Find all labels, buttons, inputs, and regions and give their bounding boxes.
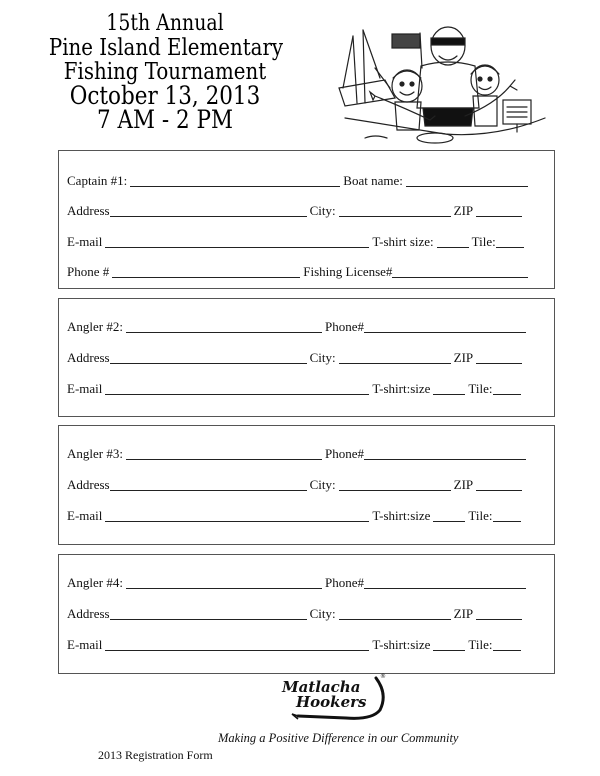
- angler-address-label: Address: [67, 350, 110, 365]
- boat-name-field[interactable]: [406, 174, 528, 187]
- angler-email-label: E-mail: [67, 508, 103, 523]
- angler-tile-label: Tile:: [468, 381, 493, 396]
- captain-tshirt-field[interactable]: [437, 235, 469, 248]
- angler-phone-label: Phone#: [324, 446, 364, 461]
- angler-name-label: Angler #3:: [67, 446, 123, 461]
- captain-row-name: [67, 173, 544, 189]
- angler-3-section: [58, 425, 555, 545]
- angler-zip-field[interactable]: [476, 478, 522, 491]
- angler-email-field[interactable]: [105, 638, 369, 651]
- angler-phone-label: Phone#: [324, 319, 364, 334]
- logo-line-2: Hookers: [296, 693, 367, 711]
- registered-mark: ®: [380, 673, 386, 680]
- angler-city-field[interactable]: [339, 351, 451, 364]
- angler-city-field[interactable]: [339, 607, 451, 620]
- event-title: [30, 12, 300, 132]
- angler-zip-label: ZIP: [453, 477, 474, 492]
- captain-row-address: [67, 203, 544, 219]
- form-footer-label: 2013 Registration Form: [98, 748, 213, 762]
- angler-city-label: City:: [309, 350, 336, 365]
- angler-tshirt-label: T-shirt:size: [372, 381, 431, 396]
- angler-tile-field[interactable]: [493, 382, 521, 395]
- captain-address-field[interactable]: [110, 204, 307, 217]
- angler-zip-label: ZIP: [453, 606, 474, 621]
- angler-tile-field[interactable]: [493, 638, 521, 651]
- angler-name-field[interactable]: [126, 576, 322, 589]
- title-line-event: Fishing Tournament: [63, 59, 267, 85]
- angler-tile-field[interactable]: [493, 509, 521, 522]
- captain-zip-label: ZIP: [453, 203, 474, 218]
- angler-name-field[interactable]: [126, 447, 322, 460]
- tagline: Making a Positive Difference in our Community: [218, 731, 459, 745]
- angler-email-label: E-mail: [67, 381, 103, 396]
- captain-name-label: Captain #1:: [67, 173, 128, 188]
- fishing-license-label: Fishing License#: [303, 264, 393, 279]
- captain-section: [58, 150, 555, 289]
- angler-zip-field[interactable]: [476, 607, 522, 620]
- fishing-license-field[interactable]: [392, 265, 528, 278]
- angler-address-field[interactable]: [110, 478, 307, 491]
- angler-email-field[interactable]: [105, 509, 369, 522]
- angler-address-label: Address: [67, 477, 110, 492]
- captain-row-email: [67, 234, 544, 250]
- captain-zip-field[interactable]: [476, 204, 522, 217]
- angler-city-field[interactable]: [339, 478, 451, 491]
- angler-tile-label: Tile:: [468, 637, 493, 652]
- angler-zip-field[interactable]: [476, 351, 522, 364]
- captain-tile-field[interactable]: [496, 235, 524, 248]
- captain-phone-label: Phone #: [67, 264, 110, 279]
- angler-email-field[interactable]: [105, 382, 369, 395]
- angler-city-label: City:: [309, 477, 336, 492]
- matlacha-hookers-logo: [276, 672, 388, 722]
- angler-address-field[interactable]: [110, 351, 307, 364]
- captain-phone-field[interactable]: [112, 265, 300, 278]
- captain-row-phone: [67, 264, 544, 280]
- title-line-date: October 13, 2013: [69, 81, 261, 110]
- angler-tshirt-field[interactable]: [433, 382, 465, 395]
- angler-name-label: Angler #2:: [67, 319, 123, 334]
- captain-tile-label: Tile:: [471, 234, 496, 249]
- angler-phone-label: Phone#: [324, 575, 364, 590]
- angler-tshirt-field[interactable]: [433, 509, 465, 522]
- fishing-cartoon-illustration: [335, 8, 565, 148]
- angler-name-field[interactable]: [126, 320, 322, 333]
- captain-address-label: Address: [67, 203, 110, 218]
- captain-name-field[interactable]: [130, 174, 340, 187]
- title-line-school: Pine Island Elementary: [48, 35, 284, 61]
- logo-line-1: Matlacha: [282, 678, 361, 696]
- angler-city-label: City:: [309, 606, 336, 621]
- captain-tshirt-label: T-shirt size:: [372, 234, 434, 249]
- title-line-time: 7 AM - 2 PM: [97, 105, 233, 134]
- captain-email-label: E-mail: [67, 234, 103, 249]
- captain-email-field[interactable]: [105, 235, 369, 248]
- angler-4-section: [58, 554, 555, 674]
- boat-name-label: Boat name:: [343, 173, 403, 188]
- angler-tshirt-field[interactable]: [433, 638, 465, 651]
- angler-address-label: Address: [67, 606, 110, 621]
- angler-phone-field[interactable]: [364, 320, 526, 333]
- captain-city-label: City:: [309, 203, 336, 218]
- angler-tshirt-label: T-shirt:size: [372, 508, 431, 523]
- captain-city-field[interactable]: [339, 204, 451, 217]
- angler-zip-label: ZIP: [453, 350, 474, 365]
- angler-tile-label: Tile:: [468, 508, 493, 523]
- title-line-edition: 15th Annual: [106, 11, 224, 36]
- angler-name-label: Angler #4:: [67, 575, 123, 590]
- angler-tshirt-label: T-shirt:size: [372, 637, 431, 652]
- angler-address-field[interactable]: [110, 607, 307, 620]
- angler-phone-field[interactable]: [364, 576, 526, 589]
- angler-email-label: E-mail: [67, 637, 103, 652]
- angler-phone-field[interactable]: [364, 447, 526, 460]
- angler-2-section: [58, 298, 555, 417]
